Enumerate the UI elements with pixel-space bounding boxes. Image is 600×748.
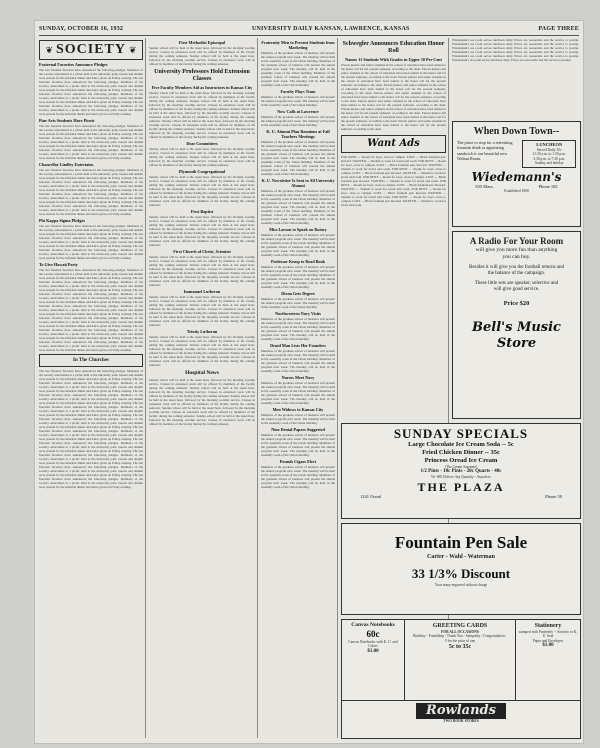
canvas-notebooks-box (342, 620, 405, 700)
article-body: Sunday school will be held at the usual hour, followed by the morning worship service. Classes in extension work will be offered by members of the faculty during the coming semester. Sunday school will be held at the usual hour, followed by the morning worship service. Classes in extension work will be offered by members of the faculty during the coming semester. Sunday school will be held at the usual hour, followed by the morning worship service. Classes in extension work will be offered by members of the faculty during the coming semester. (149, 335, 255, 367)
plaza-ad-title: SUNDAY SPECIALS (393, 426, 529, 441)
article-heading: Faculty Plays Team (280, 89, 316, 94)
header-page-number: PAGE THREE (538, 26, 579, 32)
article-body: The last fraternal favorites have announced the following pledges. Members of the sorority entertained at a picnic held at the university park. Guests and alumni were present for the informal dinner and dance given on Friday evening. The last fraternal favorites have announced the following pledges. Members of the sorority entertained at a picnic held at the university park. Guests and alumni were present for the informal dinner and dance given on Friday evening. The last fraternal favorites have announced the following pledges. Members of the sorority entertained at a picnic held at the university park. Guests and alumni were present for the informal dinner and dance given on Friday evening. (39, 124, 143, 160)
greet-price: 5c to 35c (448, 644, 472, 651)
plaza-item: Princess Oread Ice Cream (424, 457, 498, 464)
canvas-price2: $1.00 (367, 648, 379, 654)
want-ads-body: FOR RENT — Room for boys, close to campus. LOST — Black fountain pen. Reward. WANTED — Student to work for board and room. FOR RENT — Room for boys, close to campus. LOST — Black fountain pen. Reward. WANTED — Student to work for board and room. FOR RENT — Room for boys, close to campus. LOST — Black fountain pen. Reward. WANTED — Student to work for board and room. FOR RENT — Room for boys, close to campus. LOST — Black fountain pen. Reward. WANTED — Student to work for board and room. FOR RENT — Room for boys, close to campus. LOST — Black fountain pen. Reward. WANTED — Student to work for board and room. FOR RENT — Room for boys, close to campus. LOST — Black fountain pen. Reward. WANTED — Student to work for board and room. FOR RENT — Room for boys, close to campus. LOST — Black fountain pen. Reward. WANTED — Student to work for board and room. (341, 155, 446, 207)
news-column-2 (149, 38, 255, 738)
plaza-name: THE PLAZA (417, 479, 505, 494)
article-body: Members of the graduate school of business will present the annual program next week. The meeting will be held in the assembly room of the Union building. Members of the graduate school of business will present the annual program next week. The meeting will be held in the assembly room of the Union building. Members of the graduate school of business will present the annual program next week. The meeting will be held in the assembly room of the Union building. (261, 140, 335, 176)
stat-text: Paper and Envelopes (532, 638, 564, 643)
article-heading: Miss Larson to Speak on Rotary (269, 227, 327, 232)
canvas-sub: Canvas Notebooks with K. U. and Colors (348, 640, 398, 649)
radio-ad (452, 231, 581, 419)
article-heading: Trinity Lutheran (186, 329, 218, 334)
page-header (39, 23, 579, 36)
stat-price: $1.00 (542, 643, 554, 649)
ad-text: The place to stop for a refreshing fountain drink or appetizing sandwich is our beautiful new Walnut Room. (457, 140, 513, 162)
article-heading: Northwestern Navy Visits (275, 311, 321, 316)
want-ads-heading: Want Ads (367, 138, 420, 149)
ornament-icon: ❦ (129, 45, 137, 55)
pen-sub: Your many engraved without charge (434, 583, 488, 587)
radio-ad-line: Besides it will give you the football returns and (469, 265, 564, 270)
article-body: Sunday school will be held at the usual hour, followed by the morning worship service. Classes in extension work will be offered by members of the faculty during the coming semester. Sunday school will be held at the usual hour, followed by the morning worship service. Classes in extension work will be offered by members of the faculty during the coming semester. Sunday school will be held at the usual hour, followed by the morning worship service. Classes in extension work will be offered by members of the faculty during the coming semester. (149, 255, 255, 287)
article-body: Members of the graduate school of business will present the annual program next week. The meeting will be held in the assembly room of the Union building. Members of the graduate school of business will present the annual program next week. The meeting will be held in the assembly room of the Union building. Members of the graduate school of business will present the annual program next week. The meeting will be held in the assembly room of the Union building. (261, 189, 335, 225)
plaza-phone: Phone 50 (545, 493, 562, 499)
plaza-delivery: We Will Deliver Any Quantity - Anywhere (431, 475, 491, 480)
article-heading: Plymouth Congregational (178, 169, 226, 174)
article-heading: Now Calls at Lawrence (277, 109, 319, 114)
plaza-prices: 1/2 Pints - 10c Pints - 20c Quarts - 40c (420, 469, 502, 475)
article-body: Members of the graduate school of business will present the annual program next week. The meeting will be held in the assembly room of the Union building. (261, 115, 335, 127)
luncheon-box (522, 140, 576, 168)
luncheon-evening: 5:30 p.m. to 7:30 p.m. (533, 156, 566, 161)
pen-discount: 33 1/3% Discount (411, 566, 511, 581)
article-heading: Nine Dental Papers Suggested (271, 427, 325, 432)
stat-title: Stationery (534, 623, 562, 629)
news-column-4 (341, 38, 446, 426)
hospital-news-heading: Hospital News (185, 370, 219, 376)
radio-ad-line: will give good service. (493, 287, 540, 292)
canvas-title: Canvas Notebooks (351, 622, 395, 628)
rowlands-sub: TWO BOOK STORES (443, 719, 479, 723)
article-body: Eleven juniors and senior students in the school of education have been named to the honor roll for the present semester, according to the dean. Eleven juniors and senior students in the school of education have been named to the honor roll for the present semester, according to the dean. Eleven juniors and senior students in the school of education have been named to the honor roll for the present semester, according to the dean. Eleven juniors and senior students in the school of education have been named to the honor roll for the present semester, according to the dean. Eleven juniors and senior students in the school of education have been named to the honor roll for the present semester, according to the dean. Eleven juniors and senior students in the school of education have been named to the honor roll for the present semester, according to the dean. Eleven juniors and senior students in the school of education have been named to the honor roll for the present semester, according to the dean. Eleven juniors and senior students in the school of education have been named to the honor roll for the present semester, according to the dean. Eleven juniors and senior students in the school of education have been named to the honor roll for the present semester, according to the dean. (341, 63, 446, 131)
radio-ad-line: you can buy. (502, 254, 531, 260)
article-body: Members of the graduate school of business will present the annual program next week. The meeting will be held in the assembly room of the Union building. (261, 413, 335, 425)
article-body: The last fraternal favorites have announced the following pledges. Members of the sorority entertained at a picnic held at the university park. Guests and alumni were present for the informal dinner and dance given on Friday evening. The last fraternal favorites have announced the following pledges. Members of the sorority entertained at a picnic held at the university park. Guests and alumni were present for the informal dinner and dance given on Friday evening. The last fraternal favorites have announced the following pledges. Members of the sorority entertained at a picnic held at the university park. Guests and alumni were present for the informal dinner and dance given on Friday evening. The last fraternal favorites have announced the following pledges. Members of the sorority entertained at a picnic held at the university park. Guests and alumni were present for the informal dinner and dance given on Friday evening. The last fraternal favorites have announced the following pledges. Members of the sorority entertained at a picnic held at the university park. Guests and alumni were present for the informal dinner and dance given on Friday evening. The last fraternal favorites have announced the following pledges. Members of the sorority entertained at a picnic held at the university park. Guests and alumni were present for the informal dinner and dance given on Friday evening. The last fraternal favorites have announced the following pledges. Members of the sorority entertained at a picnic held at the university park. Guests and alumni were present for the informal dinner and dance given on Friday evening. (39, 268, 143, 352)
plaza-item: Fried Chicken Dinner -- 35c (422, 449, 500, 456)
ornament-icon: ❦ (45, 45, 53, 55)
article-body: Members of the graduate school of business will present the annual program next week. The meeting will be held in the assembly room of the Union building. Members of the graduate school of business will present the annual program next week. The meeting will be held in the assembly room of the Union building. Members of the graduate school of business will present the annual program next week. The meeting will be held in the assembly room of the Union building. (261, 51, 335, 87)
want-ads-box (341, 135, 446, 153)
article-heading: Dear Committees (186, 141, 218, 146)
radio-ad-line: These little sets are speaker, selective and (474, 281, 559, 286)
article-body: The last fraternal favorites have announced the following pledges. Members of the sorority entertained at a picnic held at the university park. Guests and alumni were present for the informal dinner and dance given on Friday evening. The last fraternal favorites have announced the following pledges. Members of the sorority entertained at a picnic held at the university park. Guests and alumni were present for the informal dinner and dance given on Friday evening. The last fraternal favorites have announced the following pledges. Members of the sorority entertained at a picnic held at the university park. Guests and alumni were present for the informal dinner and dance given on Friday evening. The last fraternal favorites have announced the following pledges. Members of the sorority entertained at a picnic held at the university park. Guests and alumni were present for the informal dinner and dance given on Friday evening. (39, 68, 143, 116)
header-date: SUNDAY, OCTOBER 16, 1932 (39, 26, 124, 32)
luncheon-price: Served Daily 35c (536, 148, 562, 152)
article-body: Members of the graduate school of business will present the annual program next week. The meeting will be held in the assembly room of the Union building. Members of the graduate school of business will present the annual program next week. The meeting will be held in the assembly room of the Union building. (261, 233, 335, 257)
bells-music-store-logo: Bell's Music Store (472, 320, 561, 351)
article-heading: Immanuel Lutheran (183, 289, 221, 294)
article-heading: Professor Kemp to Read Book (270, 259, 326, 264)
radio-ad-title: A Radio For Your Room (469, 236, 564, 246)
article-heading: To Give Hawaii Party (39, 262, 78, 267)
greeting-cards-box (405, 620, 516, 700)
article-body: Members of the graduate school of business will present the annual program next week. The meeting will be held in the assembly room of the Union building. Members of the graduate school of business will present the annual program next week. The meeting will be held in the assembly room of the Union building. (261, 433, 335, 457)
article-heading: Pine Arts Students Have Picnic (39, 118, 95, 123)
ad-established: Established 1868 (504, 188, 529, 193)
luncheon-title: LUNCHEON (536, 142, 563, 147)
article-body: Members of the graduate school of business will present the annual program next week. The meeting will be held in the assembly room of the Union building. (261, 95, 335, 107)
pen-sale-ad (341, 523, 581, 615)
article-heading: K. U. Newsletter Is Sent to All University Alumni (261, 178, 335, 188)
article-subheading: Names 11 Students With Grades in Upper 10 Per Cent (345, 57, 442, 62)
article-body: Sunday school will be held at the usual hour, followed by the morning worship service. Classes in extension work will be offered by members of the faculty during the coming semester. Sunday school will be held at the usual hour, followed by the morning worship service. Classes in extension work will be offered by members of the faculty during the coming semester. Sunday school will be held at the usual hour, followed by the morning worship service. Classes in extension work will be offered by members of the faculty during the coming semester. (149, 215, 255, 247)
article-body: Sunday school will be held at the usual hour, followed by the morning worship service. Classes in extension work will be offered by members of the faculty during the coming semester. Sunday school will be held at the usual hour, followed by the morning worship service. Classes in extension work will be offered by members of the faculty during the coming semester. Sunday school will be held at the usual hour, followed by the morning worship service. Classes in extension work will be offered by members of the faculty during the coming semester. Sunday school will be held at the usual hour, followed by the morning worship service. Classes in extension work will be offered by members of the faculty during the coming semester. Sunday school will be held at the usual hour, followed by the morning worship service. Classes in extension work will be offered by members of the faculty during the coming semester. (149, 91, 255, 139)
article-heading: First Methodist Episcopal (178, 40, 226, 45)
article-heading: K. U. Alumni Plan Reunions at Fall Teachers Meetings (266, 129, 330, 139)
article-body: Members of the graduate school of business will present the annual program next week. The meeting will be held in the assembly room of the Union building. Members of the graduate school of business will present the annual program next week. The meeting will be held in the assembly room of the Union building. (261, 465, 335, 489)
newspaper-page (34, 20, 584, 744)
article-body: Members of the graduate school of business will present the annual program next week. The meeting will be held in the assembly room of the Union building. Members of the graduate school of business will present the annual program next week. The meeting will be held in the assembly room of the Union building. (261, 381, 335, 405)
article-heading: Chancellor Lindley Entertains (39, 162, 94, 167)
radio-price: Price $20 (503, 300, 530, 307)
luncheon-sunday: Sunday and holiday (534, 161, 564, 166)
article-body: Members of the graduate school of business will present the annual program next week. The meeting will be held in the assembly room of the Union building. (261, 297, 335, 309)
article-body: Sunday school will be held at the usual hour, followed by the morning worship service. Classes in extension work will be offered by members of the faculty during the coming semester. Sunday school will be held at the usual hour, followed by the morning worship service. Classes in extension work will be offered by members of the faculty during the coming semester. (149, 147, 255, 167)
radio-ad-line: the balance of the campaign. (487, 271, 546, 276)
society-column (39, 38, 143, 738)
article-body: Sunday school will be held at the usual hour, followed by the morning worship service. Classes in extension work will be offered by members of the faculty during the coming semester. Sunday school will be held at the usual hour, followed by the morning worship service. Classes in extension work will be offered by members of the faculty during the coming semester. Sunday school will be held at the usual hour, followed by the morning worship service. Classes in extension work will be offered by members of the faculty during the coming semester. (149, 295, 255, 327)
article-heading: Fraternal Favorites Announce Pledges (39, 62, 108, 67)
article-body: Members of the graduate school of business will present the annual program next week. The meeting will be held in the assembly room of the Union building. Members of the graduate school of business will present the annual program next week. The meeting will be held in the assembly room of the Union building. (261, 349, 335, 373)
stat-sub: stamped with Fraternity -- Sorority or K. U. Seal (518, 630, 578, 639)
plaza-item-sub: (The Cream Supreme) (444, 465, 478, 469)
greet-title: GREETING CARDS (432, 623, 488, 629)
header-masthead: UNIVERSITY DAILY KANSAN, LAWRENCE, KANSAS (251, 26, 410, 32)
article-body: Members of the graduate school of business will present the annual program next week. The meeting will be held in the assembly room of the Union building. Members of the graduate school of business will present the annual program next week. The meeting will be held in the assembly room of the Union building. (261, 317, 335, 341)
stationery-box (516, 620, 580, 700)
column-rule (145, 38, 146, 738)
column-rule (257, 38, 258, 738)
news-column-5 (452, 38, 579, 86)
canvas-price: 60c (366, 629, 380, 639)
pen-brands: Carter - Wahl - Waterman (427, 554, 495, 560)
article-body: The last fraternal favorites have announced the following pledges. Members of the sorority entertained at a picnic held at the university park. Guests and alumni were present for the informal dinner and dance given on Friday evening. The last fraternal favorites have announced the following pledges. Members of the sorority entertained at a picnic held at the university park. Guests and alumni were present for the informal dinner and dance given on Friday evening. The last fraternal favorites have announced the following pledges. Members of the sorority entertained at a picnic held at the university park. Guests and alumni were present for the informal dinner and dance given on Friday evening. The last fraternal favorites have announced the following pledges. Members of the sorority entertained at a picnic held at the university park. Guests and alumni were present for the informal dinner and dance given on Friday evening. (39, 168, 143, 216)
article-heading: Druid Man Lists Her Founders (270, 343, 326, 348)
wiedemanns-logo: Wiedemann's (471, 169, 562, 184)
article-headline: Schwegler Announces Education Honor Roll (342, 41, 445, 54)
churches-heading: In The Churches (39, 354, 143, 367)
article-body: Sunday school will be held at the usual hour, followed by the morning worship service. Classes in extension work will be offered by members of the faculty during the coming semester. Sunday school will be held at the usual hour, followed by the morning worship service. Classes in extension work will be offered by members of the faculty during the coming semester. Sunday school will be held at the usual hour, followed by the morning worship service. Classes in extension work will be offered by members of the faculty during the coming semester. Sunday school will be held at the usual hour, followed by the morning worship service. Classes in extension work will be offered by members of the faculty during the coming semester. Sunday school will be held at the usual hour, followed by the morning worship service. Classes in extension work will be offered by members of the faculty during the coming semester. (149, 378, 255, 426)
plaza-ad (341, 423, 581, 519)
article-heading: First Baptist (190, 209, 214, 214)
ad-phone: Phone 182 (538, 183, 558, 189)
article-heading: Fraternity Men to Present Students from Marketing (261, 40, 335, 50)
ad-address: 835 Mass. (475, 183, 494, 189)
rowlands-ad (341, 619, 581, 739)
pen-sale-title: Fountain Pen Sale (394, 533, 528, 552)
rowlands-logo: Rowlands (416, 703, 506, 719)
article-body: Sunday school will be held at the usual hour, followed by the morning worship service. Classes in extension work will be offered by members of the faculty during the coming semester. Sunday school will be held at the usual hour, followed by the morning worship service. Classes in extension work will be offered by members of the faculty during the coming semester. (149, 46, 255, 66)
article-heading: Phi Kappa Sigma Pledges (39, 218, 85, 223)
ad-title: When Down Town-- (473, 126, 560, 137)
wiedemanns-ad (452, 121, 581, 227)
society-banner: ❦ SOCIETY ❦ (39, 40, 143, 60)
article-body: The last fraternal favorites have announced the following pledges. Members of the sorority entertained at a picnic held at the university park. Guests and alumni were present for the informal dinner and dance given on Friday evening. The last fraternal favorites have announced the following pledges. Members of the sorority entertained at a picnic held at the university park. Guests and alumni were present for the informal dinner and dance given on Friday evening. The last fraternal favorites have announced the following pledges. Members of the sorority entertained at a picnic held at the university park. Guests and alumni were present for the informal dinner and dance given on Friday evening. The last fraternal favorites have announced the following pledges. Members of the sorority entertained at a picnic held at the university park. Guests and alumni were present for the informal dinner and dance given on Friday evening. The last fraternal favorites have announced the following pledges. Members of the sorority entertained at a picnic held at the university park. Guests and alumni were present for the informal dinner and dance given on Friday evening. The last fraternal favorites have announced the following pledges. Members of the sorority entertained at a picnic held at the university park. Guests and alumni were present for the informal dinner and dance given on Friday evening. The last fraternal favorites have announced the following pledges. Members of the sorority entertained at a picnic held at the university park. Guests and alumni were present for the informal dinner and dance given on Friday evening. The last fraternal favorites have announced the following pledges. Members of the sorority entertained at a picnic held at the university park. Guests and alumni were present for the informal dinner and dance given on Friday evening. The last fraternal favorites have announced the following pledges. Members of the sorority entertained at a picnic held at the university park. Guests and alumni were present for the informal dinner and dance given on Friday evening. The last fraternal favorites have announced the following pledges. Members of the sorority entertained at a picnic held at the university park. Guests and alumni were present for the informal dinner and dance given on Friday evening. (39, 369, 143, 489)
news-column-3 (261, 38, 335, 738)
article-heading: Men Widows to Kansas City (272, 407, 324, 412)
luncheon-hours: 11:30 a.m. to 1:30 p.m. (532, 152, 566, 157)
article-heading: First Church of Christ, Scientist (173, 249, 231, 254)
article-headline: University Professors Hold Extension Classes (154, 69, 250, 82)
article-heading: Pounds Cigars Elect (279, 459, 317, 464)
column-rule (337, 38, 338, 738)
plaza-address: 1241 Oread (360, 493, 382, 499)
greet-text2: 5 for the price of one (444, 638, 476, 643)
greet-sub: FOR ALL OCCASIONS (441, 630, 479, 634)
article-body: Wiedemann's tea room serves luncheon daily. Prices are reasonable and the service is prompt. Wiedemann's tea room serves luncheon daily. Prices are reasonable and the service is prompt. Wiedemann's tea room serves luncheon daily. Prices are reasonable and the service is prompt. Wiedemann's tea room serves luncheon daily. Prices are reasonable and the service is prompt. Wiedemann's tea room serves luncheon daily. Prices are reasonable and the service is prompt. Wiedemann's tea room serves luncheon daily. Prices are reasonable and the service is prompt. (452, 38, 579, 62)
article-heading: Dixon Gets Degree (281, 291, 315, 296)
article-subheading: Five Faculty Members Aid as Instructors in Kansas City (151, 85, 253, 90)
article-heading: Nurses Meet Navy (281, 375, 315, 380)
article-body: Sunday school will be held at the usual hour, followed by the morning worship service. Classes in extension work will be offered by members of the faculty during the coming semester. Sunday school will be held at the usual hour, followed by the morning worship service. Classes in extension work will be offered by members of the faculty during the coming semester. Sunday school will be held at the usual hour, followed by the morning worship service. Classes in extension work will be offered by members of the faculty during the coming semester. (149, 175, 255, 207)
article-body: The last fraternal favorites have announced the following pledges. Members of the sorority entertained at a picnic held at the university park. Guests and alumni were present for the informal dinner and dance given on Friday evening. The last fraternal favorites have announced the following pledges. Members of the sorority entertained at a picnic held at the university park. Guests and alumni were present for the informal dinner and dance given on Friday evening. The last fraternal favorites have announced the following pledges. Members of the sorority entertained at a picnic held at the university park. Guests and alumni were present for the informal dinner and dance given on Friday evening. (39, 224, 143, 260)
radio-ad-line: will give you more fun than anything (475, 247, 558, 253)
plaza-item: Large Chocolate Ice Cream Soda -- 5c (408, 441, 514, 448)
article-body: Members of the graduate school of business will present the annual program next week. The meeting will be held in the assembly room of the Union building. Members of the graduate school of business will present the annual program next week. The meeting will be held in the assembly room of the Union building. (261, 265, 335, 289)
greet-text: Birthday - Friendship - Thank You - Sympathy - Congratulation - (413, 634, 507, 639)
